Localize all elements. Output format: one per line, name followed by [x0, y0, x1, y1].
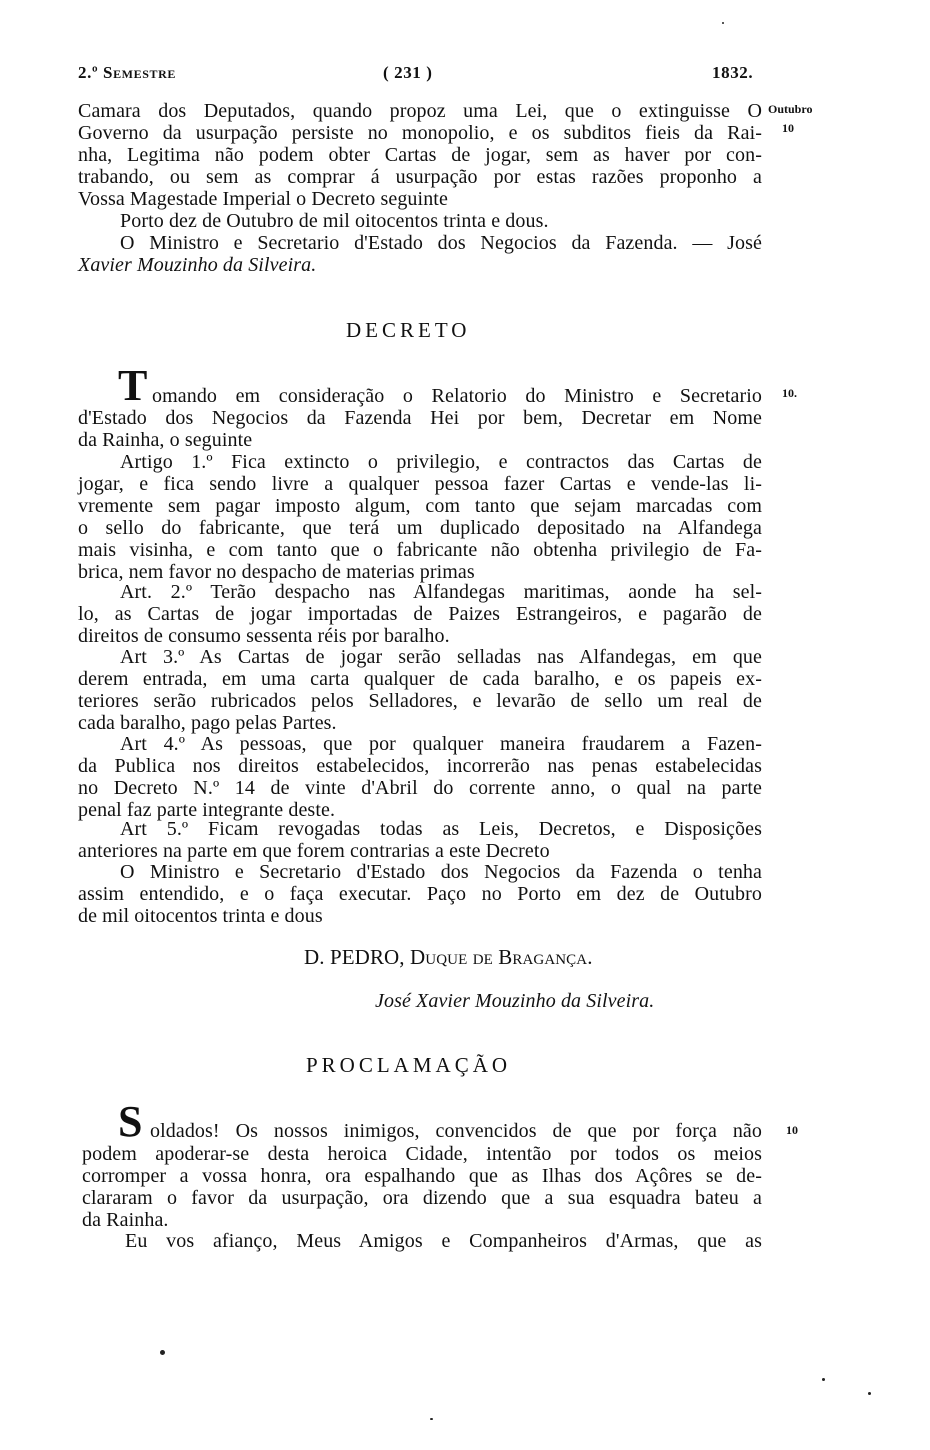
relatorio-line-2: Governo da usurpação persiste no monopolio, e os subditos fieis da Rai-: [78, 122, 762, 144]
proclamacao-last-line: Eu vos afianço, Meus Amigos e Companheiros d'Armas, que as: [125, 1230, 762, 1252]
decreto-art2-line-2: lo, as Cartas de jogar importadas de Paizes Estrangeiros, e pagarão de: [78, 603, 762, 625]
decreto-art2-line-3: direitos de consumo sessenta réis por baralho.: [78, 625, 450, 647]
header-semester: 2.º Semestre: [78, 63, 176, 82]
proclamacao-title: PROCLAMAÇÃO: [306, 1053, 512, 1077]
decreto-art3-line-1: Art 3.º As Cartas de jogar serão selladas nas Alfandegas, em que: [120, 646, 762, 668]
relatorio-line-3: nha, Legitima não podem obter Cartas de jogar, sem as haver por con-: [78, 144, 762, 166]
decreto-art2-line-1: Art. 2.º Terão despacho nas Alfandegas maritimas, aonde ha sel-: [120, 581, 762, 603]
header-page-number: ( 231 ): [383, 63, 433, 82]
decreto-title: DECRETO: [346, 318, 471, 342]
decreto-art1-line-1: Artigo 1.º Fica extincto o privilegio, e contractos das Cartas de: [120, 451, 762, 473]
header-year: 1832.: [712, 63, 754, 82]
signature-title: Duque de Bragança.: [410, 945, 593, 969]
relatorio-line-4: trabando, ou sem as comprar á usurpação por estas razões proponho a: [78, 166, 762, 188]
proclamacao-dropcap: S: [118, 1097, 143, 1146]
margin-note-decreto-day: 10.: [782, 386, 797, 400]
decreto-art4-line-1: Art 4.º As pessoas, que por qualquer maneira fraudarem a Fazen-: [120, 733, 762, 755]
scan-speck: [722, 22, 724, 24]
decreto-art1-line-2: jogar, e fica sendo livre a qualquer pessoa fazer Cartas e vende-las li-: [78, 473, 762, 495]
decreto-signature: [304, 946, 593, 968]
decreto-first-line: omando em consideração o Relatorio do Ministro e Secretario: [152, 385, 762, 407]
proclamacao-first-line: oldados! Os nossos inimigos, convencidos de que por força não: [150, 1120, 762, 1142]
decreto-intro-line-2: da Rainha, o seguinte: [78, 429, 253, 451]
decreto-art5-line-1: Art 5.º Ficam revogadas todas as Leis, Decretos, e Disposições: [120, 818, 762, 840]
relatorio-line-5: Vossa Magestade Imperial o Decreto seguinte: [78, 188, 448, 210]
signature-name: D. PEDRO,: [304, 945, 411, 969]
decreto-art4-line-3: no Decreto N.º 14 de vinte d'Abril do corrente anno, o qual na parte: [78, 777, 762, 799]
decreto-closing-line-2: assim entendido, e o faça executar. Paço no Porto em dez de Outubro: [78, 883, 762, 905]
decreto-countersign: José Xavier Mouzinho da Silveira.: [375, 990, 655, 1012]
relatorio-signature-line-2: Xavier Mouzinho da Silveira.: [78, 254, 317, 276]
relatorio-signature-line-1: O Ministro e Secretario d'Estado dos Negocios da Fazenda. — José: [120, 232, 762, 254]
decreto-art1-line-4: o sello do fabricante, que terá um duplicado depositado na Alfandega: [78, 517, 762, 539]
relatorio-place-date: Porto dez de Outubro de mil oitocentos trinta e dous.: [120, 210, 549, 232]
decreto-dropcap: T: [118, 361, 148, 410]
proclamacao-line-3: corromper a vossa honra, ora espalhando que as Ilhas dos Açôres se de-: [82, 1165, 762, 1187]
margin-note-proclamacao-day: 10: [786, 1123, 798, 1137]
decreto-art3-line-2: derem entrada, em uma carta qualquer de cada baralho, e os papeis ex-: [78, 668, 762, 690]
decreto-art5-line-2: anteriores na parte em que forem contrarias a este Decreto: [78, 840, 550, 862]
margin-note-day: 10: [782, 121, 794, 135]
scan-speck: [430, 1418, 433, 1420]
decreto-art1-line-3: vremente sem pagar imposto algum, com tanto que sejam marcadas com: [78, 495, 762, 517]
decreto-art3-line-3: teriores serão rubricados pelos Selladores, e levarão de sello um real de: [78, 690, 762, 712]
decreto-intro-line-1: d'Estado dos Negocios da Fazenda Hei por bem, Decretar em Nome: [78, 407, 762, 429]
decreto-closing-line-1: O Ministro e Secretario d'Estado dos Negocios da Fazenda o tenha: [120, 861, 762, 883]
decreto-art4-line-4: penal faz parte integrante deste.: [78, 799, 336, 821]
proclamacao-line-5: da Rainha.: [82, 1209, 169, 1231]
scan-speck: [822, 1378, 825, 1381]
relatorio-line-1: Camara dos Deputados, quando propoz uma Lei, que o extinguisse O: [78, 100, 762, 122]
scan-speck: [868, 1392, 871, 1395]
decreto-art4-line-2: da Publica nos direitos estabelecidos, incorrerão nas penas estabelecidas: [78, 755, 762, 777]
proclamacao-line-4: clararam o favor da usurpação, ora dizendo que a sua esquadra bateu a: [82, 1187, 762, 1209]
decreto-art1-line-5: mais visinha, e com tanto que o fabricante não obtenha privilegio de Fa-: [78, 539, 762, 561]
decreto-art3-line-4: cada baralho, pago pelas Partes.: [78, 712, 337, 734]
proclamacao-line-2: podem apoderar-se desta heroica Cidade, intentão por todos os meios: [82, 1143, 762, 1165]
decreto-art1-line-6: brica, nem favor no despacho de materias primas: [78, 561, 475, 583]
decreto-closing-line-3: de mil oitocentos trinta e dous: [78, 905, 323, 927]
scan-speck: [160, 1350, 165, 1355]
margin-note-month: Outubro: [768, 102, 813, 116]
